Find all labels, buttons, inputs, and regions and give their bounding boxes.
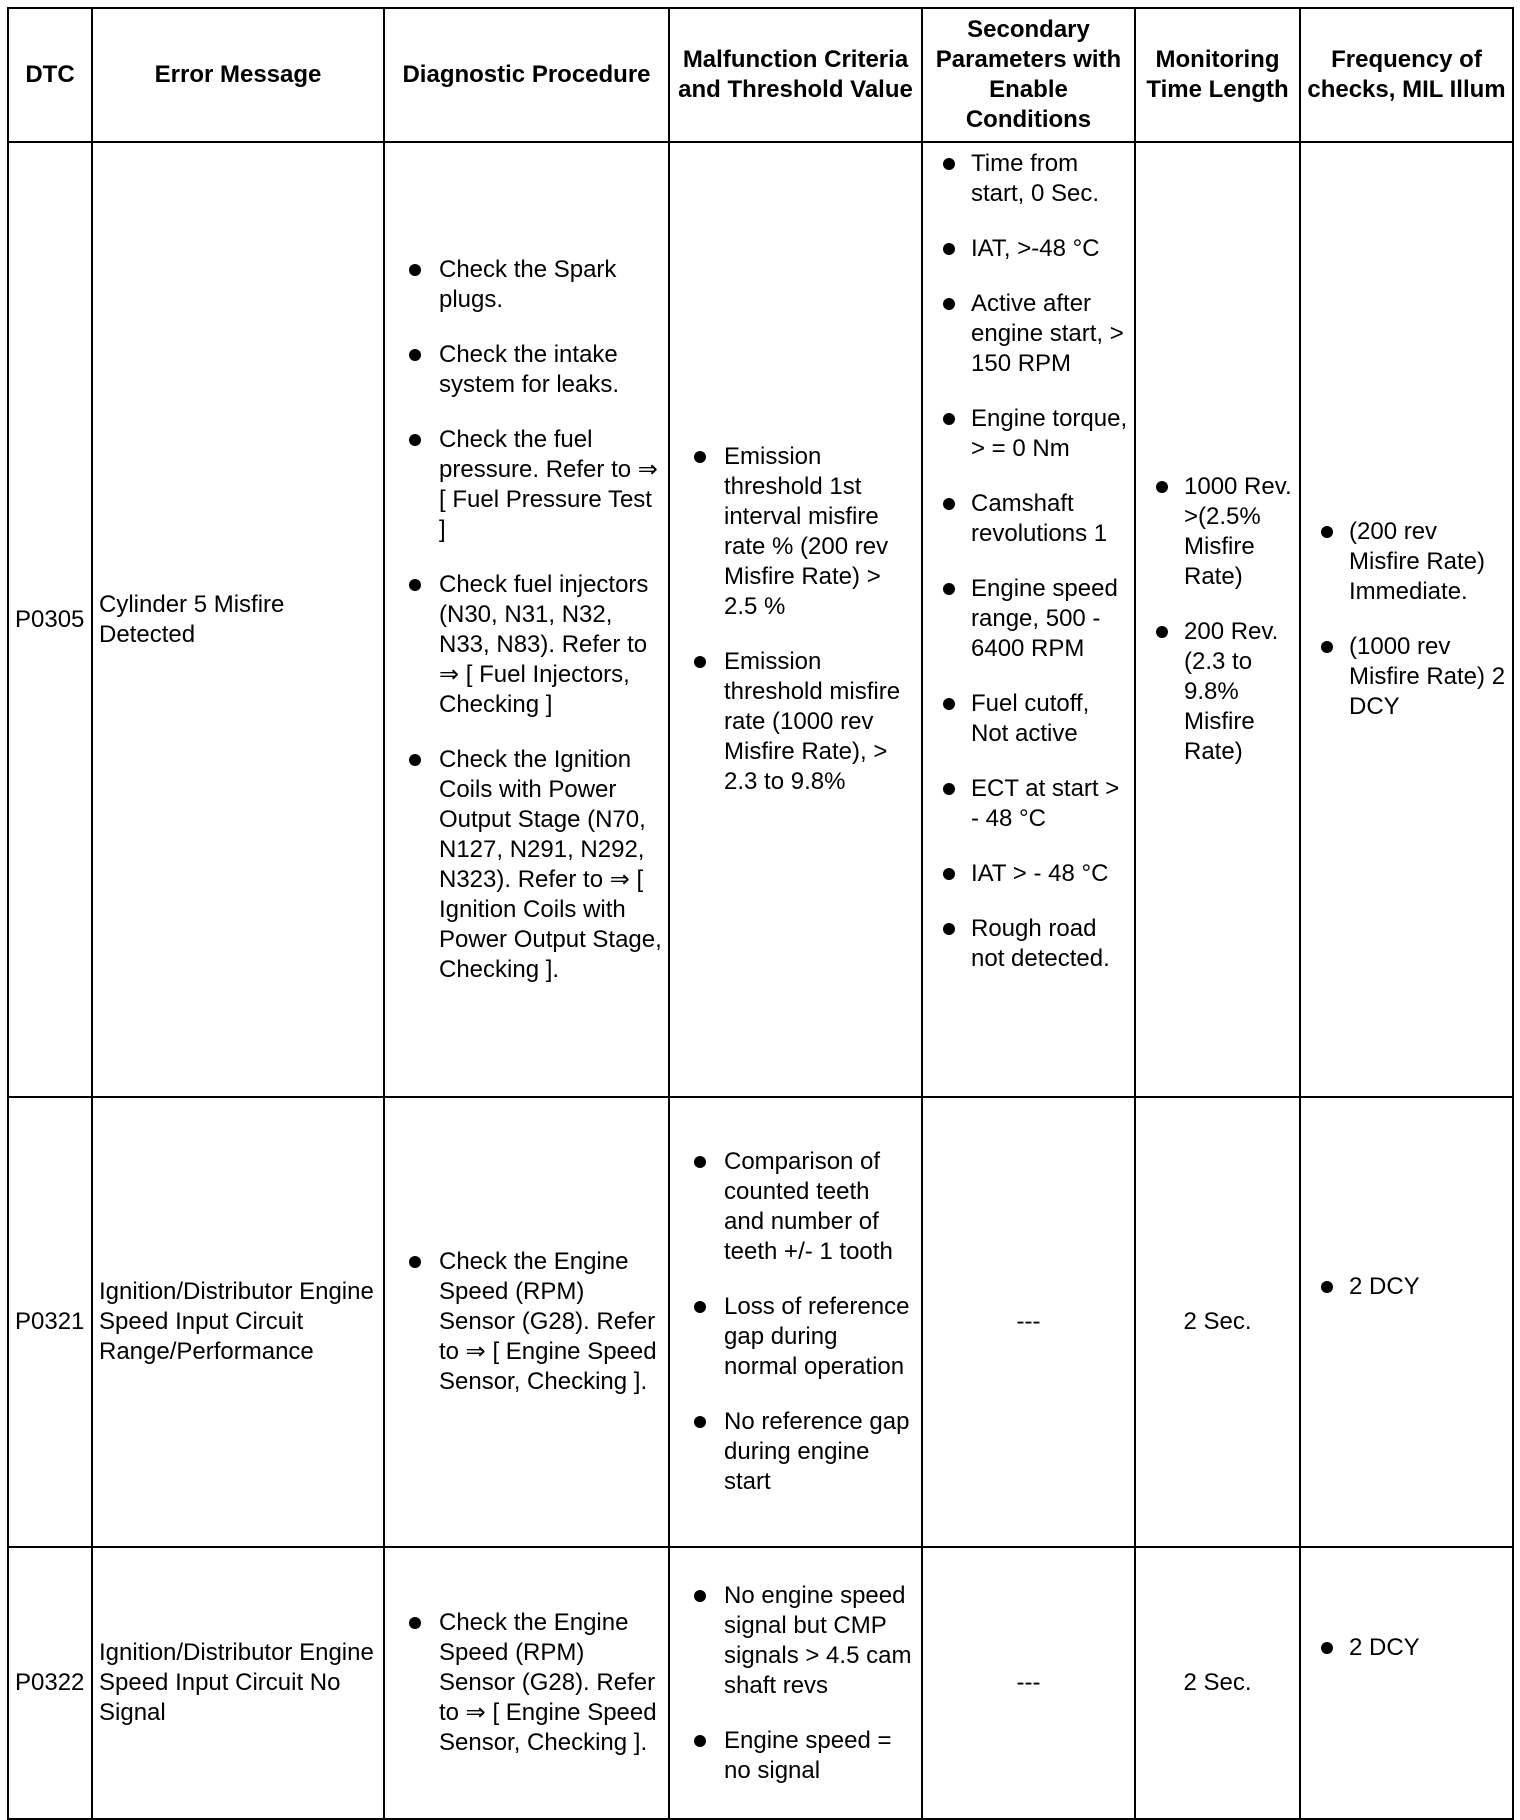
frequency [1300, 1097, 1513, 1547]
header-row [8, 8, 1513, 142]
bullet-icon [943, 498, 955, 510]
list-item: Loss of reference gap during normal operation [676, 1292, 915, 1382]
header-malfunction-criteria: Malfunction Criteria and Threshold Value [669, 8, 922, 142]
list-item: 1000 Rev. >(2.5% Misfire Rate) [1142, 472, 1293, 592]
table-row-p0322 [8, 1547, 1513, 1819]
bullet-icon [694, 1156, 706, 1168]
list-item: IAT, >-48 °C [929, 234, 1128, 264]
bullet-icon [409, 1617, 421, 1629]
error-message: Cylinder 5 Misfire Detected [92, 142, 384, 1097]
header-error-message: Error Message [92, 8, 384, 142]
bullet-icon [1321, 1642, 1333, 1654]
bullet-icon [1156, 626, 1168, 638]
bullet-icon [409, 754, 421, 766]
monitoring-time [1135, 142, 1300, 1097]
dtc-table [7, 7, 1514, 1820]
bullet-icon [1321, 526, 1333, 538]
list-item: Fuel cutoff, Not active [929, 689, 1128, 749]
bullet-icon [694, 451, 706, 463]
bullet-icon [694, 1301, 706, 1313]
malfunction-criteria [669, 142, 922, 1097]
bullet-icon [1156, 481, 1168, 493]
list-item: Check the Engine Speed (RPM) Sensor (G28). Refer to ⇒ [ Engine Speed Sensor, Checking ]. [391, 1247, 662, 1397]
secondary-parameters: --- [922, 1547, 1135, 1819]
bullet-icon [943, 923, 955, 935]
list-item: Rough road not detected. [929, 914, 1128, 974]
dtc-code: P0322 [8, 1547, 92, 1819]
list-item: Check the fuel pressure. Refer to ⇒ [ Fuel Pressure Test ] [391, 425, 662, 545]
bullet-icon [409, 434, 421, 446]
list-item: Emission threshold 1st interval misfire rate % (200 rev Misfire Rate) > 2.5 % [676, 442, 915, 622]
bullet-icon [943, 868, 955, 880]
bullet-icon [1321, 641, 1333, 653]
frequency [1300, 1547, 1513, 1819]
malfunction-criteria-list [676, 1147, 915, 1497]
bullet-icon [943, 583, 955, 595]
list-item: (1000 rev Misfire Rate) 2 DCY [1307, 632, 1506, 722]
table-row-p0305 [8, 142, 1513, 1097]
bullet-icon [943, 298, 955, 310]
error-message: Ignition/Distributor Engine Speed Input Circuit Range/Performance [92, 1097, 384, 1547]
diagnostic-procedure-list [391, 1608, 662, 1758]
list-item: Time from start, 0 Sec. [929, 149, 1128, 209]
bullet-icon [694, 1416, 706, 1428]
bullet-icon [409, 1256, 421, 1268]
list-item: Camshaft revolutions 1 [929, 489, 1128, 549]
header-diagnostic-procedure: Diagnostic Procedure [384, 8, 669, 142]
list-item: No reference gap during engine start [676, 1407, 915, 1497]
bullet-icon [943, 413, 955, 425]
list-item: ECT at start > - 48 °C [929, 774, 1128, 834]
list-item: Comparison of counted teeth and number of teeth +/- 1 tooth [676, 1147, 915, 1267]
list-item: Engine torque, > = 0 Nm [929, 404, 1128, 464]
diagnostic-procedure-list [391, 1247, 662, 1397]
bullet-icon [943, 243, 955, 255]
dtc-code: P0321 [8, 1097, 92, 1547]
list-item: Engine speed range, 500 - 6400 RPM [929, 574, 1128, 664]
list-item: Emission threshold misfire rate (1000 rev Misfire Rate), > 2.3 to 9.8% [676, 647, 915, 797]
dtc-code: P0305 [8, 142, 92, 1097]
list-item: (200 rev Misfire Rate) Immediate. [1307, 517, 1506, 607]
list-item: Check the intake system for leaks. [391, 340, 662, 400]
malfunction-criteria-list [676, 1581, 915, 1786]
bullet-icon [409, 349, 421, 361]
diagnostic-procedure [384, 142, 669, 1097]
monitoring-time: 2 Sec. [1135, 1547, 1300, 1819]
malfunction-criteria-list [676, 442, 915, 797]
diagnostic-procedure [384, 1547, 669, 1819]
bullet-icon [409, 579, 421, 591]
diagnostic-procedure [384, 1097, 669, 1547]
monitoring-time: 2 Sec. [1135, 1097, 1300, 1547]
list-item: Check the Spark plugs. [391, 255, 662, 315]
list-item: Check the Engine Speed (RPM) Sensor (G28). Refer to ⇒ [ Engine Speed Sensor, Checking ]. [391, 1608, 662, 1758]
list-item: Engine speed = no signal [676, 1726, 915, 1786]
malfunction-criteria [669, 1097, 922, 1547]
bullet-icon [694, 1590, 706, 1602]
bullet-icon [943, 698, 955, 710]
secondary-parameters: --- [922, 1097, 1135, 1547]
diagnostic-procedure-list [391, 255, 662, 985]
monitoring-time-list [1142, 472, 1293, 767]
bullet-icon [694, 1735, 706, 1747]
list-item: Active after engine start, > 150 RPM [929, 289, 1128, 379]
list-item: 2 DCY [1307, 1272, 1506, 1302]
bullet-icon [409, 264, 421, 276]
frequency [1300, 142, 1513, 1097]
list-item: No engine speed signal but CMP signals > 4.5 cam shaft revs [676, 1581, 915, 1701]
error-message: Ignition/Distributor Engine Speed Input Circuit No Signal [92, 1547, 384, 1819]
frequency-list [1307, 1633, 1506, 1663]
secondary-parameters [922, 142, 1135, 1097]
bullet-icon [943, 158, 955, 170]
header-secondary-parameters: Secondary Parameters with Enable Conditions [922, 8, 1135, 142]
list-item: Check fuel injectors (N30, N31, N32, N33, N83). Refer to ⇒ [ Fuel Injectors, Checking ] [391, 570, 662, 720]
secondary-parameters-list [929, 149, 1128, 974]
list-item: 200 Rev. (2.3 to 9.8% Misfire Rate) [1142, 617, 1293, 767]
bullet-icon [694, 656, 706, 668]
list-item: IAT > - 48 °C [929, 859, 1128, 889]
list-item: Check the Ignition Coils with Power Output Stage (N70, N127, N291, N292, N323). Refer to ⇒ [ Ignition Coils with Power Output Stage, Checking ]. [391, 745, 662, 985]
header-dtc: DTC [8, 8, 92, 142]
bullet-icon [943, 783, 955, 795]
malfunction-criteria [669, 1547, 922, 1819]
table-row-p0321 [8, 1097, 1513, 1547]
bullet-icon [1321, 1281, 1333, 1293]
header-frequency: Frequency of checks, MIL Illum [1300, 8, 1513, 142]
list-item: 2 DCY [1307, 1633, 1506, 1663]
frequency-list [1307, 1272, 1506, 1302]
header-monitoring-time: Monitoring Time Length [1135, 8, 1300, 142]
frequency-list [1307, 517, 1506, 722]
